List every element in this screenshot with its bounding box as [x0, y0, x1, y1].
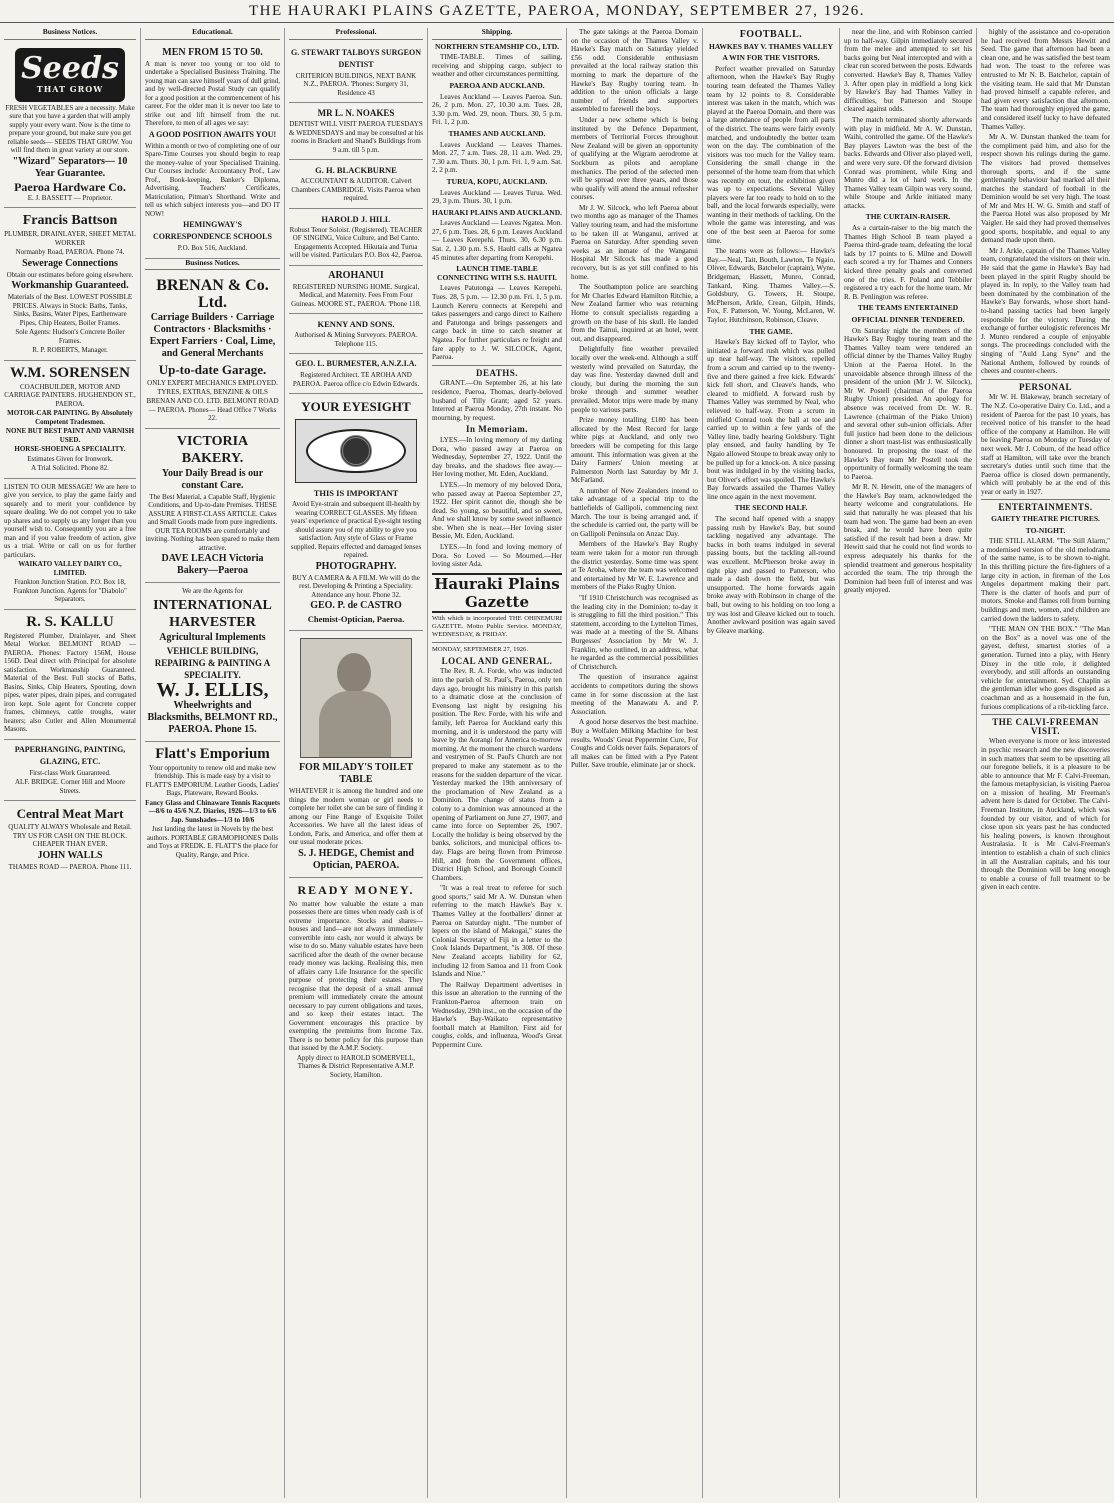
- thames-auckland-title: THAMES AND AUCKLAND.: [448, 128, 546, 138]
- victoria-bakery-ad: [145, 429, 280, 584]
- flatt-text: Your opportunity to renew old and make new friendship. This is made easy by a visit to FLATT'S EMPORIUM. Leather Goods, Ladies' Bags, Plateware, Reward Books.: [145, 763, 280, 798]
- entertainments-title: ENTERTAINMENTS.: [998, 502, 1093, 513]
- kenny-ad: [289, 314, 423, 354]
- personal-text: Mr W. H. Blakeway, branch secretary of The N.Z. Co-operative Dairy Co. Ltd., and a resident of Paeroa for the past 10 years, has received notice of his transfer to the head office of the company at Hamilton. He will be leaving Paeroa on Monday or Tuesday of next week. Mr J. Coburn, of the head office staff at Hamilton, will take over the branch secretary's duties until such time that the Paeroa office is closed down permanently, which will probably be at the end of this year or early in 1927.: [981, 393, 1110, 496]
- sorensen-ad: [4, 361, 136, 479]
- gazette-subtitle: With which is incorporated THE OHINEMURI GAZETTE. Motto Public Service. MONDAY, WEDNESDAY, & FRIDAY.: [432, 614, 562, 638]
- separators-text: "Wizard" Separators— 10 Year Guarantee.: [12, 155, 128, 179]
- dinner-text: On Saturday night the members of the Hawke's Bay Rugby touring team and the Thames Valley team were tendered an official dinner by the Thames Valley Rugby Union at the Paeroa Hotel. In the unavoidable absence through illness of the president of the union (Mr J. W. Silcock), Mr W. Postell (chairman of the Paeroa Rugby Union) presided. An apology for absence was received from Dr. W. R. Lawrence (chairman of the Piako Union) and several other sub-union officials. After full justice had been done to the delicious dinner a short toast-list was enthusiastically honoured. In proposing the toast of the Hawke's Bay team Mr Postell took the opportunity of formally welcoming the team to Paeroa.: [844, 326, 972, 481]
- garage-title: Up-to-date Garage.: [158, 362, 267, 378]
- workmanship-title: Workmanship Guaranteed.: [11, 280, 129, 292]
- kenny-text: Authorised & Mining Surveyors. PAEROA. Telephone 115.: [294, 331, 418, 348]
- paperhanging-title: PAPERHANGING, PAINTING, GLAZING, ETC.: [14, 744, 126, 766]
- kallu-ad: [4, 610, 136, 740]
- sorensen-trial: A Trial Solicited. Phone 82.: [31, 464, 109, 473]
- gaiety-title: GAIETY THEATRE PICTURES.: [991, 514, 1100, 524]
- vehicle-building: VEHICLE BUILDING, REPAIRING & PAINTING A SPECIALITY.: [154, 645, 271, 680]
- battson-trade: PLUMBER, DRAINLAYER, SHEET METAL WORKER: [4, 230, 136, 247]
- sorensen-trade: COACHBUILDER, MOTOR AND CARRIAGE PAINTERS. HUGHENDON ST., PAEROA.: [4, 382, 136, 408]
- curtain-raiser-title: THE CURTAIN-RAISER.: [865, 212, 951, 222]
- waikato-dairy-ad: [4, 479, 136, 610]
- hedge-ad: [289, 631, 423, 878]
- sorensen-horseshoeing: HORSE-SHOEING A SPECIALITY.: [14, 445, 126, 454]
- launch-text: Leaves Patutonga — Leaves Kerepehi. Tues. 28, 5 p.m. — 12.30 p.m. Fri. 1, 5 p.m. Launch Kereru connects at Kerepehi and takes passengers and cargo direct to Kaihere and Patutonga and brings passengers and cargo back in time to catch steamer at Ngatea. For further particulars re freight and fare apply to J. W. SILCOCK, Agent, Paeroa.: [432, 284, 562, 362]
- local-general-text: The Rev. R. A. Forde, who was inducted into the parish of St. Paul's, Paeroa, only ten days ago, brought his ministry in this parish to a dramatic close at the conclusion of Evensong last night by resigning his position. The Rev. Forde, with his wife and family, left Paeroa for Auckland early this morning, and it is understood the party will leave by the Aorangi for America to-morrow morning. At the moment the church wardens and vestrymen of St. Paul's Church are not prepared to make any statement as to the reasons for the sudden departure of the vicar. Yesterday marked the 19th anniversary of the proclamation of New Zealand as a Dominion. The change of status from a colony to a dominion was announced at the opening of Parliament on June 27, 1907, and came into force on September 26, 1907. Locally the holiday is being observed by the banks, solicitors, and municipal offices to-day. Flags are being flown from Primrose Hill, and from the Government offices, District High School, and Borough Council Chambers.: [432, 667, 562, 882]
- eye-illustration: [295, 419, 417, 483]
- walls-address: THAMES ROAD — PAEROA. Phone 111.: [8, 862, 132, 871]
- walls-name: JOHN WALLS: [37, 849, 103, 861]
- christchurch-news: "If 1910 Christchurch was recognised as the leading city in the Dominion; to-day it is struggling to fill the third position." This statement, according to the Lyttelton Times, was made at a meeting of the St. Albans Burgesses' Association by Mr W. J. Franklin, who outlined, in an address, what he regarded as the commercial possibilities of Christchurch.: [571, 594, 698, 671]
- sole-agents: Sole Agents: Hudson's Concrete Boiler Frames.: [15, 328, 125, 345]
- battson-name: Francis Battson: [22, 213, 118, 229]
- hemingway-name: HEMINGWAY'S CORRESPONDENCE SCHOOLS: [153, 220, 272, 242]
- railway-notice: The Railway Department advertises in this issue an alteration to the running of the Frankton-Paeroa afternoon train on Wednesday, 29th inst., on the occasion of the Hawke's Bay-Waikato representative football match at Hamilton. First aid for coughs, colds, and influenza, Wood's Great Peppermint Cure.: [432, 980, 562, 1049]
- men-title: MEN FROM 15 TO 50.: [162, 46, 263, 58]
- amp-ad: [289, 878, 423, 1085]
- good-position: A GOOD POSITION AWAITS YOU!: [148, 129, 277, 139]
- column-header: Professional.: [289, 28, 423, 40]
- burmester-ad: [289, 354, 423, 394]
- ready-money-title: READY MONEY.: [297, 882, 415, 897]
- brenan-address: BRENAN AND CO. LTD. BELMONT ROAD — PAEROA. Phones— Head Office 7 Works 22.: [146, 397, 279, 423]
- waikato-name: WAIKATO VALLEY DAIRY CO., LIMITED.: [18, 560, 122, 577]
- prize-money-news: Prize money totalling £180 has been allocated by the Mest Record for large white pigs at Auckland, and only two breeders will be competing for this large amount. This information was given at the Dairy Farmers' Union meeting at Palmerston North last Saturday by Mr J. McFarland.: [571, 416, 698, 485]
- hardware-proprietor: E. J. BASSETT — Proprietor.: [27, 193, 113, 202]
- battson-address: Normanby Road, PAEROA. Phone 74.: [15, 248, 125, 257]
- meat-mart-text: QUALITY ALWAYS Wholesale and Retail. TRY US FOR CASH ON THE BLOCK. CHEAPER THAN EVER.: [8, 823, 132, 849]
- dave-leach: DAVE LEACH Victoria Bakery—Paeroa: [161, 553, 264, 577]
- the-game-title: THE GAME.: [749, 326, 793, 336]
- lady-portrait-illustration: [300, 638, 412, 758]
- burmester-text: Registered Architect. TE AROHA AND PAEROA. Paeroa office c/o Edwin Edwards.: [292, 371, 420, 388]
- column-header: Business Notices.: [4, 28, 136, 40]
- blackburne-ad: [289, 160, 423, 209]
- match-conclusion: The match terminated shortly afterwards with play in midfield. Mr A. W. Dunstan, Waihi, controlled the game. Of the Hawke's Bay players Lawton was the best of the backs. Edwards and Oliver also played well, and were very sure. Of the forward division Conrad was prominent, while King and Munro did a lot of hard work. In the Thames Valley team Gilpin was very sound, while Stoupe and Arkle initiated many attacks.: [844, 115, 972, 210]
- sorensen-name: W.M. SORENSEN: [10, 364, 130, 381]
- paeroa-auckland-title: PAEROA AND AUCKLAND.: [449, 80, 545, 90]
- portrait-head: [337, 653, 371, 693]
- agents-for: We are the Agents for: [182, 587, 243, 596]
- divider: [981, 499, 1110, 500]
- kallu-name: R. S. KALLU: [26, 613, 114, 630]
- column-personal-entertainment: [977, 28, 1114, 1498]
- curtain-raiser-text: As a curtain-raiser to the big match the Thames High School B team played a Paeroa third-grade team, defeating the local lads by 17 points to 6. Milne and Dowell each scored a try for Thames and Conners kicked three penalty goals and converted one of the tries. F. Poland and Tebbiler registered a try each for the home team. Mr R. B. Penlington was referee.: [844, 224, 972, 301]
- match-report-continued: near the line, and with Robinson carried up to half-way. Gilpin immediately secured from the melee and attempted to set his backs going but Neal intercepted and with a clear run scored between the posts. Edwards converted. Hawke's Bay 8, Thames Valley 3. After open play in midfield a long kick by Hawke's Bay had Thames Valley in difficulties, but Patterson and Stoupe cleared against odds.: [844, 28, 972, 114]
- dinner-continued: highly of the assistance and co-operation he had received from Messrs Hewitt and Seed. The game that afternoon had been a clean one, and he was satisfied the best team had won. The toast to the referee was entrusted to Mr N. B. Batchelor, captain of the visiting team. He said that Mr Dunstan had proved himself a capable referee, and had given every satisfaction that afternoon. The team had thoroughly enjoyed the game, and considered itself lucky to have defeated Thames Valley.: [981, 28, 1110, 131]
- workmanship-text: Materials of the Best. LOWEST POSSIBLE PRICES. Always in Stock: Baths, Tanks, Sinks, Basins, Water Pipes, Earthenware Pipes, Chip Heaters, Boiler Frames.: [7, 293, 133, 327]
- hemingway-ad: [145, 43, 280, 259]
- noakes-text: DENTIST WILL VISIT PAEROA TUESDAYS & WEDNESDAYS and may be consulted at his rooms in Brackett and Shand's Buildings from 9 a.m. till 5 p.m.: [289, 120, 423, 154]
- divider: [981, 379, 1110, 380]
- castro-ad: [289, 394, 423, 631]
- local-general-title: LOCAL AND GENERAL.: [441, 655, 553, 666]
- seeds-text: FRESH VEGETABLES are a necessity. Make sure that you have a garden that will amply supply your every want. Now is the time to prepare your ground, but make sure you get reliable seeds— SEEDS THAT GROW. You will find them in great variety at our store.: [5, 103, 135, 155]
- deaths-title: DEATHS.: [475, 367, 519, 378]
- arohanui-ad: [289, 266, 423, 315]
- northern-steamship: NORTHERN STEAMSHIP CO., LTD.: [434, 41, 560, 51]
- kallu-text: Registered Plumber, Drainlayer, and Sheet Metal Worker. BELMONT ROAD — PAEROA. Phones: Factory 156M, House 156D. Deal direct with Principal for absolute satisfaction. Workmanship Guaranteed. Material of the Best. Full stocks of Baths, Basins, Sinks, Chip Heaters, Spouting, down pipes, water pipes, drain pipes, and corrugated iron kept. Sole agent for Concrete copper frames, chimneys, cattle troughs, water heaters; also Cutler and Allen Monumental Masons.: [4, 631, 136, 734]
- toilet-text: WHATEVER it is among the hundred and one things the modern woman or girl needs to complete her toilet she can be sure of finding it among our Fine Range of Exquisite Toilet Accessories. We have all the latest ideas of London, Paris, and America, and offer them at our usual moderate prices.: [289, 787, 423, 847]
- lyes-notice-3: LYES.—In fond and loving memory of Dora. So Loved — So Mourned.—Her loving sister Ada.: [432, 543, 562, 569]
- gallipoli-news: A number of New Zealanders intend to take advantage of a special trip to the battlefields of Gallipoli, commencing next March. The tour is being arranged and, if the schedule is carried out, the party will be on Gallipoli Peninsula on Anzac Day.: [571, 486, 698, 538]
- arohanui-name: AROHANUI: [328, 269, 384, 281]
- grant-notice: GRANT.—On September 26, at his late residence, Paeroa, Thomas, dearly-beloved husband of Tilly Grant; aged 52 years. Interred at Paeroa Monday, 27th instant. No mourning, by request.: [432, 379, 562, 422]
- implements: Agricultural Implements: [159, 631, 266, 643]
- alf-bridge: ALF. BRIDGE. Corner Hill and Moore Streets.: [14, 778, 126, 795]
- victoria-bread: Your Daily Bread is our constant Care.: [161, 467, 264, 491]
- hill-text: Robust Tenor Soloist. (Registered). TEACHER OF SINGING, Voice Culture, and Bel Canto. Engagements Accepted. Hikutaia and Turua will be visited. Particulars P.O. Box 42, Paeroa.: [289, 225, 423, 260]
- seeds-logo: Seeds THAT GROW: [15, 48, 125, 102]
- football-title: FOOTBALL.: [739, 29, 803, 40]
- roberts-manager: R. P. ROBERTS, Manager.: [32, 346, 108, 355]
- insurance-news: The question of insurance against accidents to competitors during the shows came in for some discussion at the last meeting of the Manawatu A. and P. Association.: [571, 673, 698, 716]
- sewerage-title: Sewerage Connections: [22, 257, 118, 269]
- hemingway-address: P.O. Box 516, Auckland.: [177, 244, 248, 253]
- good-position-text: Within a month or two of completing one of our Spare-Time Courses you should begin to reap the money-value of your Specialised Training. Our Courses include: Accountancy Prof., Law Prof., Book-keeping, Banker's Diploma, Advertising, Teachers' Certificates, Matriculation, Pitman's Shorthand. Write and tell us which subject interests you—and DO IT NOW!: [145, 141, 280, 218]
- portrait-body: [319, 691, 391, 758]
- important-title: THIS IS IMPORTANT: [313, 488, 399, 499]
- lyes-notice-2: LYES.—In memory of my beloved Dora, who passed away at Paeroa September 27, 1922. Her spirit cannot die, though she be dead. So young, so beautiful, and so sweet, And we shall know by some sweet influence she. When she is near.—Her loving sister Bessie, Mt. Eden, Auckland.: [432, 480, 562, 541]
- somervell: Apply direct to HAROLD SOMERVELL, Thames & District Representative A.M.P. Society, Hamilton.: [296, 1053, 416, 1079]
- second-half-title: THE SECOND HALF.: [734, 503, 808, 513]
- blackburne-name: G. H. BLACKBURNE: [315, 165, 397, 176]
- match-title: HAWKES BAY V. THAMES VALLEY: [708, 41, 833, 51]
- ready-money-text: No matter how valuable the estate a man possesses there are times when ready cash is of extreme importance. Stocks and shares—houses and land—are not always immediately convertible into cash, nor would it always be wise to do so. Many valuable estates have been sacrificed after the death of the owner because ready money was lacking. Realising this, men of affairs carry Life Insurance for the specific purpose of protecting their estates. They recognise that the deposit of a small annual premium will immediately create the amount necessary to pay current obligations and taxes, and so keep their estates intact. The Government encourages this practice by exempting the premiums from Income Tax. There is no better policy for this purpose than that issued by the A.M.P. Society.: [289, 899, 423, 1053]
- hill-ad: [289, 209, 423, 266]
- meat-mart-title: Central Meat Mart: [16, 806, 124, 822]
- gazette-title: Hauraki Plains Gazette: [432, 573, 562, 613]
- game-report: Hawke's Bay kicked off to Taylor, who initiated a forward rush which was pulled up near half-way. The visitors, repelled from a scrum and carried up to the twenty-five and there gained a free kick. Edwards' kick fell short, and Cleave's hands, who cleared to midfield. A forward rush by Thames Valley was stemmed by Neal, who relieved to half-way. From a scrum in midfield Conrad took the ball at toe and carried up to within a few yards of the Valley line, badly hearing Goldsbury. Tight play ensued, and faulty handling by Te Ngaio allowed Stoupe to break away only to be pulled up for a knock-on. A nice passing bout was indulged in by the visiting backs, but Oliver's effort was spoiled. The Hawke's Bay forwards assailed the Thames Valley line once again in the next movement.: [707, 338, 835, 501]
- photography-title: PHOTOGRAPHY.: [315, 560, 397, 572]
- arohanui-text: REGISTERED NURSING HOME. Surgical, Medical, and Maternity. Fees From Four Guineas. MOORE ST., PAEROA. 'Phone 118.: [291, 282, 421, 308]
- column-local-news: [567, 28, 703, 1498]
- arkle-speech: Mr J. Arkle, captain of the Thames Valley team, congratulated the visitors on their win. He said that the game in Hawke's Bay had been played in the spirit Rugby should be played in. In reply, to the Valley team had been dominated by the combination of the Hawke's Bay forwards, whose short hand-to-hand passing tactics had been largely responsible for the victory. During the exchange of further eulogistic references Mr J. Munro rendered a couple of enjoyable songs. The proceedings concluded with the singing of "Auld Lang Syne" and the National Anthem, followed by rounds of cheers and counter-cheers.: [981, 246, 1110, 376]
- ellis-sub: Wheelwrights and Blacksmiths, BELMONT RD., PAEROA. Phone 15.: [147, 699, 278, 735]
- paeroa-auckland-times: Leaves Auckland — Leaves Paeroa. Sun. 26, 2 p.m. Mon. 27, 10.30 a.m. Tues. 28, 3.30 p.m. Wed. 29, noon. Thurs. 30, 5 p.m. Fri. 1, 2 p.m.: [432, 92, 562, 127]
- burmester-name: GEO. L. BURMESTER, A.N.Z.I.A.: [295, 359, 417, 369]
- hardware-name: Paeroa Hardware Co.: [14, 179, 126, 194]
- talboys-ad: [289, 43, 423, 104]
- kenny-name: KENNY AND SONS.: [317, 319, 395, 330]
- launch-title: LAUNCH TIME-TABLE CONNECTING WITH S.S. HAUITI.: [437, 264, 557, 282]
- noakes-name: MR L. N. NOAKES: [317, 108, 395, 119]
- silcock-news: Mr J. W. Silcock, who left Paeroa about two months ago as manager of the Thames Valley touring team, and had the misfortune to be taken ill at Wanganui, arrived at Paeroa on Saturday. After spending seven weeks as an inmate of the Wanganui Hospital Mr Silcock has made a good recovery, but is as yet still confined to his home.: [571, 203, 698, 281]
- lyes-notice-1: LYES.—In loving memory of my darling Dora, who passed away at Paeroa on Wednesday, September 27, 1922. Until the day breaks, and the shadows flee away.—Her loving mother, Mt. Eden, Auckland.: [432, 435, 562, 479]
- hauraki-plains-times: Leaves Auckland — Leaves Ngatea. Mon. 27, 6 p.m. Tues. 28, 6 p.m. Leaves Auckland — Leaves Kerepehi. Thurs. 30, 6.30 p.m. Sat. 2, 1.30 p.m. S.S. Haultl calls at Ngatea 45 minutes after departing from Kerepehi.: [432, 219, 562, 262]
- brenan-name: BRENAN & Co. Ltd.: [156, 277, 269, 312]
- weather-news: Delightfully fine weather prevailed locally over the week-end. Although a stiff westerly wind prevailed on Saturday, the day was fine. Yesterday dawned dull and cloudy, but during the morning the sun broke through and summer weather prevailed. Motor trips were made by many people to various parts.: [571, 345, 698, 414]
- column-professional: [285, 28, 428, 1498]
- flatt-end: Just landing the latest in Novels by the best authors. PORTABLE GRAMOPHONES Dolls and Toys at FREDK. E. FLATT'S the place for Quality, Range, and Price.: [146, 825, 279, 859]
- match-report-1: Perfect weather prevailed on Saturday afternoon, when the Hawke's Bay Rugby touring team defeated the Thames Valley team by 12 points to 8. Considerable interest was taken in the match, which was played at the Paeroa Domain, and there was a large attendance of people from all parts of the district. The teams were fairly evenly matched, and undoubtedly the better team won on the day. The combination of the visitors was too much for the Valley team. Considering the small change in the personnel of the home team from that which was recently on tour, the exhibition given was up to expectations. Several Valley players were far too ready to hold on to the ball, and the local forwards especially, were wanting in their methods of tackling. On the whole the game was interesting, and was one of the best seen at Paeroa for some time.: [707, 64, 835, 245]
- paperhanging-text: First-class Work Guaranteed.: [29, 768, 111, 777]
- column-football: [703, 28, 840, 1498]
- column-educational: [141, 28, 285, 1498]
- divider: [432, 642, 562, 643]
- column-header: Shipping.: [432, 28, 562, 40]
- international-harvester: INTERNATIONAL HARVESTER: [153, 597, 272, 630]
- second-half-report: The second half opened with a snappy passing rush by Hawke's Bay, but sound tackling negatived any advantage. The backs in both teams indulged in several passing bouts, but the tackling all-round was excellent. McPherson broke away in tight play and passed to Patterson, who made a dash down the field, but was unsupported. The home forwards again broke away with Robinson in charge of the ball, but owing to his holding on too long a try was lost and Gleave kicked out to touch. Another awkward position was again saved by Gleave marking.: [707, 515, 835, 635]
- teams-entertained-title: THE TEAMS ENTERTAINED: [857, 303, 959, 313]
- hewitt-reply: Mr R. N. Hewitt, one of the managers of the Hawke's Bay team, acknowledged the hearty welcome and congratulations. He said that naturally he was pleased that his team had won. The game had been an even break, and he would have been quite satisfied if the result had been a draw. Mr Hewitt said that he could not find words to express adequately his thanks for the splendid treatment and generous hospitality accorded the team. The trip through the Dominion had been full of interest and was greatly enjoyed.: [844, 483, 972, 595]
- battson-ad: [4, 208, 136, 361]
- toilet-title: FOR MILADY'S TOILET TABLE: [298, 762, 414, 786]
- thames-auckland-times: Leaves Auckland — Leaves Thames. Mon. 27, 7 a.m. Tues. 28, 11 a.m. Wed. 29, 7.30 a.m. Thurs. 30, 1 p.m. Fri. 1, 9 a.m. Sat. 2, 2 p.m.: [432, 140, 562, 175]
- talboys-address: CRITERION BUILDINGS, NEXT BANK N.Z., PAEROA. 'Phones: Surgery 31, Residence 43: [295, 71, 417, 97]
- photography-text: BUY A CAMERA & A FILM. We will do the rest. Developing & Printing a Speciality. Attendance any hour. Phone 32.: [292, 573, 420, 599]
- team-lists: The teams were as follows:— Hawke's Bay.—Neal, Tait, Bouth, Lawton, Te Ngaio, Oliver, Edwards, Batchelor (captain), Wyne, Bridgeman, Hassett, Munro, Conrad, Tankard, King. Thames Valley.—S. Goldsbury, G. Towers, H. Stoupe, McPherson, Arkle, Crean, Gilpin, Hinds, Fox, F. Patterson, W. Young, McLaren, W. Taylor, Hutchinson, Robinson, Cleave.: [707, 247, 835, 324]
- flatt-ad: [145, 742, 280, 865]
- divider: [981, 714, 1110, 715]
- men-text: A man is never too young or too old to undertake a Specialised Business Training. The young man can save himself years of dull grind, and by well-directed Postal Study can qualify for a good position at the commencement of his career. For the older man it is never too late to strike out and lift himself from the rut. Therefore, to men of all ages we say:: [145, 59, 280, 128]
- column-shipping: [428, 28, 567, 1498]
- sorensen-estimates: Estimates Given for Ironwork.: [27, 454, 113, 463]
- ellis-ad: [145, 583, 280, 742]
- calvi-freeman-text: When everyone is more or less interested in psychic research and the new discoveries in such matters that seem to be upsetting all our foregone beliefs, it is a pleasure to be able to announce that Mr F. Calvi-Freeman, the famous metaphysician, is visiting Paeroa on a mission of healing. Mr Freeman's advent here is dated for October. The Calvi-Freeman Institute, in Auckland, which was founded by our visitor, and of which for close upon six years past he has conducted his healing powers, is known throughout Australasia. It is Mr Calvi-Freeman's intention to establish a chain of such clinics in all the Australian capitals, and his tour through the Dominion will be long enough to enable a course of full treatment to be given in each centre.: [981, 737, 1110, 892]
- issue-date: MONDAY, SEPTEMBER 27, 1926.: [432, 645, 528, 653]
- garage-text: ONLY EXPERT MECHANICS EMPLOYED. TYRES, EXTRAS, BENZINE & OILS: [147, 379, 278, 396]
- referee-quote: "It was a real treat to referee for such good sports," said Mr A. W. Dunstan when referring to the match Hawke's Bay v. Thames Valley at the footballers' dinner at Paeroa on Saturday night. "The number of lepers on the island of Makogai," states the Colonial Secretary of Fiji in a letter to the Cook Islands Department, "is 308. Of these New Zealand accepts liability for 62, including 12 from Samoa and 11 from Cook Islands and Niue.": [432, 884, 562, 979]
- victoria-text: The Best Material, a Capable Staff, Hygienic Conditions, and Up-to-date Premises. THESE ASSURE A FIRST-CLASS ARTICLE. Cakes and Small Goods made from pure ingredients. OUR TEA ROOMS are comfortably and inviting. Nothing has been spared to make them attractive.: [145, 492, 280, 552]
- memoriam-title: In Memoriam.: [466, 424, 528, 435]
- brenan-lines: Carriage Builders · Carriage Contractors · Blacksmiths · Expert Farriers · Coal, Lime, and General Merchants: [149, 312, 276, 360]
- sorensen-varnish: NONE BUT BEST PAINT AND VARNISH USED.: [5, 427, 135, 444]
- personal-title: PERSONAL: [1018, 381, 1072, 392]
- eyesight-title: YOUR EYESIGHT: [301, 399, 411, 415]
- castro-name: GEO. P. de CASTRO: [310, 600, 402, 612]
- sewerage-text: Obtain our estimates before going elsewhere.: [6, 270, 134, 279]
- victoria-title: VICTORIA BAKERY.: [176, 433, 249, 466]
- flatt-title: Flatt's Emporium: [155, 745, 270, 762]
- waikato-text: LISTEN TO OUR MESSAGE! We are here to give you service, to play the game fairly and squarely and to merit your confidence by square dealing. We do not compel you to take up shares and to supply us any longer than you yourself wish to. Consequently you are a free man and if you value freedom of action, give us a trial. Write or call on us for further particulars.: [4, 482, 136, 559]
- southampton-news: The Southampton police are searching for Mr Charles Edward Hamilton Ritchie, a New Zealand farmer who was returning Home to consult specialists regarding a growth on the base of his skull. He landed from the Tainui, inquired at an hotel, went out, and disappeared.: [571, 283, 698, 343]
- hedge-name: S. J. HEDGE, Chemist and Optician, PAEROA.: [298, 847, 414, 871]
- official-dinner-title: OFFICIAL DINNER TENDERED.: [851, 315, 965, 324]
- masthead: THE HAURAKI PLAINS GAZETTE, PAEROA, MONDAY, SEPTEMBER 27, 1926.: [0, 0, 1114, 23]
- eye-icon: [306, 429, 406, 473]
- dunstan-reply: Mr A. W. Dunstan thanked the team for the compliment paid him, and also for the respect shown his rulings during the game. The visitors had proved themselves thorough sports, and if the same gentlemanly behaviour had marked all their matches the standard of football in the Dominion would be set very high. The toast of Mr and Mrs H. W. G. Smith and staff of the Paeroa Hotel was also proposed by Mr Vaigler. He said they had proved themselves good sports, hospitable, and equal to any demand made upon them.: [981, 133, 1110, 245]
- iris-icon: [340, 435, 372, 467]
- timetable-text: TIME-TABLE. Times of sailing, receiving and shipping cargo, subject to weather and other circumstances permitting.: [432, 53, 562, 79]
- hawkes-bay-motor-run: Members of the Hawke's Bay Rugby team were taken for a motor run through the district yesterday. Some time was spent at Te Aroha, where the team was welcomed and entertained by Mr W. E. Lawrence and members of the Piako Rugby Union.: [571, 540, 698, 592]
- divider: [432, 365, 562, 366]
- talboys-name: G. STEWART TALBOYS SURGEON DENTIST: [291, 47, 421, 69]
- hill-name: HAROLD J. HILL: [321, 213, 391, 224]
- seeds-ad: [4, 43, 136, 209]
- still-alarm-text: THE STILL ALARM. "The Still Alarm," a modernised version of the old melodrama of the same name, is to be shown to-night. In this thrilling picture the fire-fighters of a large city in action, in fireman of the Los Angeles department making their part. There is the clatter of hoofs and purr of motors. Smoke and flames roll from burning buildings and men, women, and children are carried down the ladders to safety.: [981, 537, 1110, 623]
- column-business-notices: [0, 28, 141, 1498]
- separator-ad-text: A good horse deserves the best machine. Buy a Wolfalen Milking Machine for best results. Woods' Great Peppermint Cure, For Coughs and Colds never fails. Separators of all makes can be fitted with a Pye Patent Puller. Save trouble, eliminate jar or shock.: [571, 718, 698, 770]
- hauraki-plains-title: HAURAKI PLAINS AND AUCKLAND.: [432, 207, 563, 217]
- eye-text: Avoid Eye-strain and subsequent ill-health by wearing CORRECT GLASSES. My fifteen years' experience of practical Eye-sight testing should assure you of my ability to give you satisfaction. Any style of Glass or Frame supplied. Repairs effected and damaged lenses repaired.: [290, 500, 422, 560]
- column-header: Educational.: [145, 28, 280, 40]
- win-subtitle: A WIN FOR THE VISITORS.: [722, 53, 820, 63]
- business-notices-header: Business Notices.: [145, 259, 280, 271]
- paperhanging-ad: [4, 740, 136, 802]
- calvi-freeman-title: THE CALVI-FREEMAN VISIT.: [992, 717, 1099, 736]
- meat-mart-ad: [4, 801, 136, 876]
- defence-scheme: Under a new scheme which is being instituted by the Defence Department, members of Territorial Forces throughout New Zealand will be given an opportunity of qualifying at the Wigram aerodrome at Sockburn as pilots and aeroplane mechanics. The period of the selected men will be spread over three years, and those who qualify will attend the annual refresher courses.: [571, 115, 698, 202]
- turua-times: Leaves Auckland — Leaves Turua. Wed. 29, 3 p.m. Thurs. 30, 1 p.m.: [432, 188, 562, 206]
- man-on-box-text: "THE MAN ON THE BOX." "The Man on the Box" as a novel was one of the gayest, deftest, smartest stories of a generation. Turned into a play, with Henry Dixey in the title role, it delighted everybody, and still affords an outstanding vehicle for entertainment. Syd. Chaplin as the gentleman idler who goes disguised as a coachman and as a housemaid in the fun, furious complications of a rib-tickling farce.: [981, 625, 1110, 711]
- noakes-ad: [289, 103, 423, 160]
- tonight-title: TO-NIGHT.: [1025, 525, 1066, 535]
- castro-sub: Chemist-Optician, Paeroa.: [307, 614, 405, 625]
- gate-takings: The gate takings at the Paeroa Domain on the occasion of the Thames Valley v. Hawke's Bay match on Saturday yielded £56 odd. Considerable enthusiasm prevailed at the local railway station this morning to mark the departure of the Hawke's Bay Rugby touring team. In addition to the union officials a large number of friends and supporters assembled to farewell the boys.: [571, 28, 698, 114]
- flatt-fancy: Fancy Glass and Chinaware Tennis Racquets—8/6 to 45/6 N.Z. Diaries, 1926—1/3 to 6/6 Jap. Sunshades—1/3 to 10/6: [145, 798, 280, 824]
- ellis-name: W. J. ELLIS,: [156, 678, 269, 701]
- brenan-ad: [145, 273, 280, 429]
- turua-title: TURUA, KOPU, AUCKLAND.: [446, 176, 548, 186]
- column-football-continued: [840, 28, 977, 1498]
- waikato-address: Frankton Junction Station. P.O. Box 18, Frankton Junction. Agents for "Diabolo" Separators.: [13, 578, 127, 604]
- blackburne-text: ACCOUNTANT & AUDITOR. Calvert Chambers CAMBRIDGE. Visits Paeroa when required.: [291, 177, 421, 203]
- sorensen-painting: MOTOR-CAR PAINTING. By Absolutely Competent Tradesmen.: [7, 409, 133, 426]
